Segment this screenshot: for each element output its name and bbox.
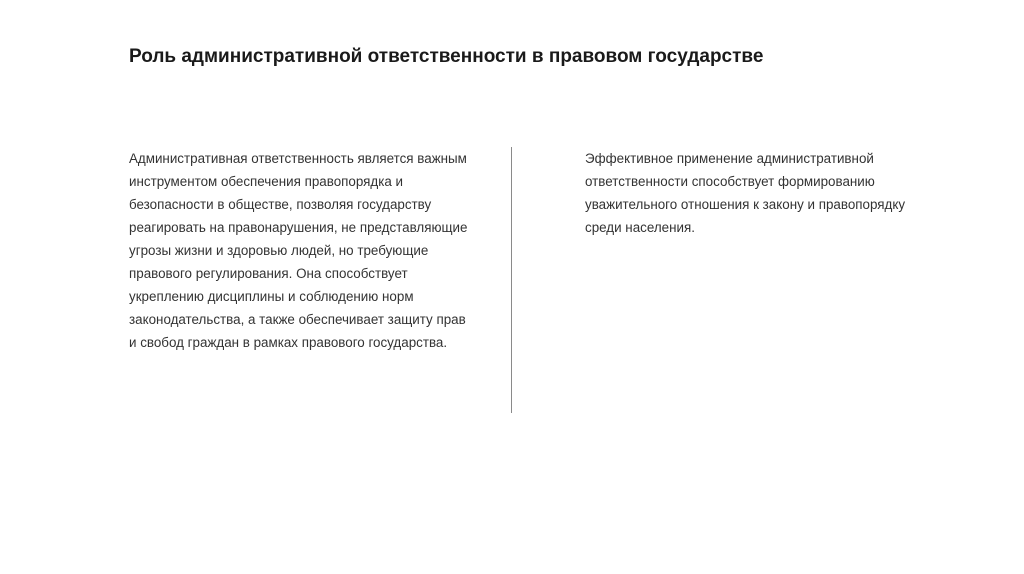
- column-divider: [511, 147, 512, 413]
- slide-title: Роль административной ответственности в правовом государстве: [129, 46, 764, 67]
- left-column-text: Административная ответственность является важным инструментом обеспечения правопорядка и безопасности в обществе, позволяя государству реагировать на правонарушения, не представляющие угрозы жизни и здоровью людей, но требующие правового регулирования. Она способствует укреплению дисциплины и соблюдению норм законодательства, а также обеспечивает защиту прав и свобод граждан в рамках правового государства.: [129, 151, 468, 350]
- right-column-text: Эффективное применение административной ответственности способствует формированию уважительного отношения к закону и правопорядку среди населения.: [585, 151, 906, 235]
